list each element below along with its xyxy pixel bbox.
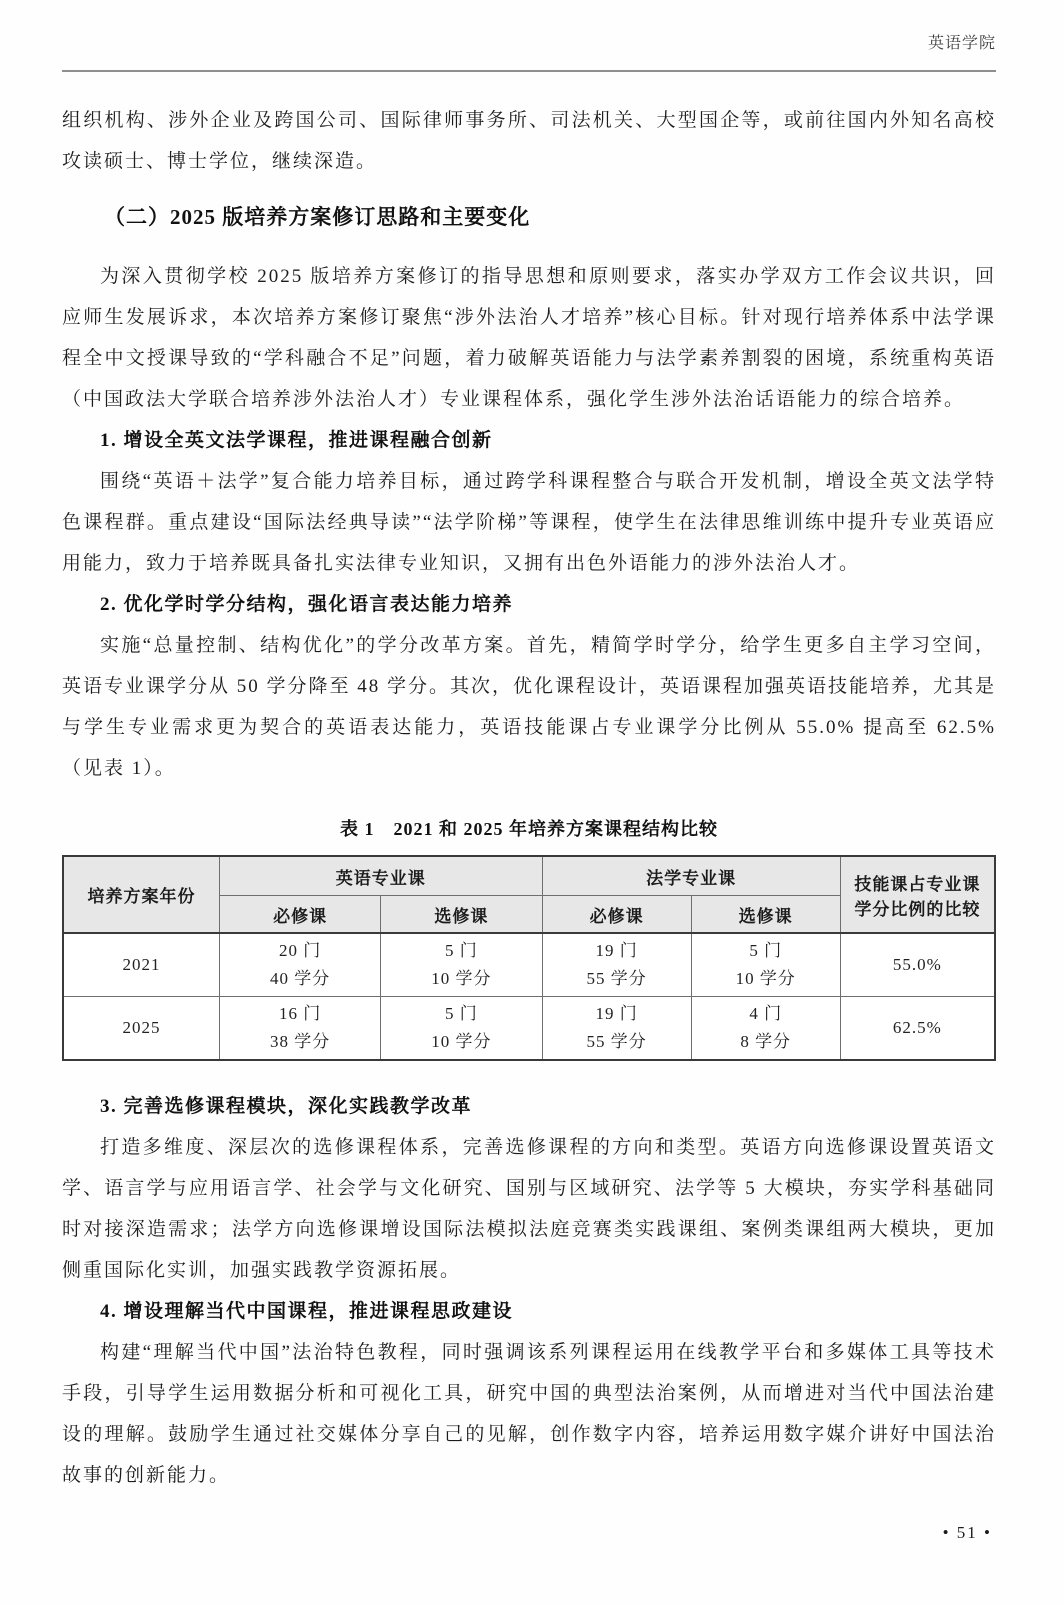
table-body bbox=[63, 933, 995, 1060]
table-header-law-group: 法学专业课 bbox=[542, 856, 840, 896]
table-header-english-elective: 选修课 bbox=[381, 896, 542, 934]
cell-ratio: 55.0% bbox=[840, 933, 995, 997]
table-header-english-group: 英语专业课 bbox=[220, 856, 542, 896]
cell-line-courses: 20 门 bbox=[279, 941, 322, 960]
table-header-ratio: 技能课占专业课学分比例的比较 bbox=[840, 856, 995, 933]
table-row-2025 bbox=[63, 997, 995, 1061]
cell-english-elective bbox=[381, 933, 542, 997]
section-heading: （二）2025 版培养方案修订思路和主要变化 bbox=[104, 205, 531, 229]
cell-line-courses: 19 门 bbox=[595, 1004, 638, 1023]
cell-line-credits: 10 学分 bbox=[431, 969, 492, 988]
cell-line-courses: 5 门 bbox=[445, 941, 478, 960]
sub-heading-2: 2. 优化学时学分结构，强化语言表达能力培养 bbox=[100, 594, 514, 615]
table-header-group-row bbox=[63, 856, 995, 896]
cell-line-courses: 4 门 bbox=[749, 1004, 783, 1023]
header-rule bbox=[62, 70, 996, 72]
cell-line-credits: 10 学分 bbox=[431, 1032, 492, 1051]
paragraph-intro: 为深入贯彻学校 2025 版培养方案修订的指导思想和原则要求，落实办学双方工作会议共识，回应师生发展诉求，本次培养方案修订聚焦“涉外法治人才培养”核心目标。针对现行培养体系中法学课程全中文授课导致的“学科融合不足”问题，着力破解英语能力与法学素养割裂的困境，系统重构英语（中国政法大学联合培养涉外法治人才）专业课程体系，强化学生涉外法治话语能力的综合培养。 bbox=[62, 266, 996, 410]
cell-english-required bbox=[220, 997, 381, 1061]
cell-line-courses: 19 门 bbox=[595, 941, 638, 960]
cell-english-required bbox=[220, 933, 381, 997]
cell-line-credits: 38 学分 bbox=[270, 1032, 331, 1051]
page-number: • 51 • bbox=[942, 1523, 992, 1542]
paragraph-4: 构建“理解当代中国”法治特色教程，同时强调该系列课程运用在线教学平台和多媒体工具等技术手段，引导学生运用数据分析和可视化工具，研究中国的典型法治案例，从而增进对当代中国法治建设的理解。鼓励学生通过社交媒体分享自己的见解，创作数字内容，培养运用数字媒介讲好中国法治故事的创新能力。 bbox=[62, 1342, 996, 1486]
table-header-law-elective: 选修课 bbox=[691, 896, 840, 934]
cell-line-credits: 10 学分 bbox=[735, 969, 796, 988]
table-header-law-required: 必修课 bbox=[542, 896, 691, 934]
cell-year: 2025 bbox=[63, 997, 220, 1061]
table-header-year: 培养方案年份 bbox=[63, 856, 220, 933]
paragraph-1: 围绕“英语＋法学”复合能力培养目标，通过跨学科课程整合与联合开发机制，增设全英文法学特色课程群。重点建设“国际法经典导读”“法学阶梯”等课程，使学生在法律思维训练中提升专业英语应用能力，致力于培养既具备扎实法律专业知识，又拥有出色外语能力的涉外法治人才。 bbox=[62, 471, 996, 574]
cell-law-elective bbox=[691, 997, 840, 1061]
table-row-2021 bbox=[63, 933, 995, 997]
paragraph-2: 实施“总量控制、结构优化”的学分改革方案。首先，精简学时学分，给学生更多自主学习空间，英语专业课学分从 50 学分降至 48 学分。其次，优化课程设计，英语课程加强英语技能培养，尤其是与学生专业需求更为契合的英语表达能力，英语技能课占专业课学分比例从 55.0% 提高至 62.5%（见表 1）。 bbox=[62, 635, 997, 779]
paragraph-3: 打造多维度、深层次的选修课程体系，完善选修课程的方向和类型。英语方向选修课设置英语文学、语言学与应用语言学、社会学与文化研究、国别与区域研究、法学等 5 大模块，夯实学科基础同时对接深造需求；法学方向选修课增设国际法模拟法庭竞赛类实践课组、案例类课组两大模块，更加侧重国际化实训，加强实践教学资源拓展。 bbox=[62, 1137, 996, 1281]
cell-year: 2021 bbox=[63, 933, 220, 997]
sub-heading-4: 4. 增设理解当代中国课程，推进课程思政建设 bbox=[100, 1301, 514, 1322]
sub-heading-1: 1. 增设全英文法学课程，推进课程融合创新 bbox=[100, 430, 493, 451]
cell-line-credits: 55 学分 bbox=[586, 969, 647, 988]
cell-line-courses: 5 门 bbox=[445, 1004, 478, 1023]
table-head bbox=[63, 856, 995, 933]
running-header bbox=[62, 34, 996, 54]
cell-line-credits: 40 学分 bbox=[270, 969, 331, 988]
cell-law-required bbox=[542, 933, 691, 997]
cell-line-credits: 55 学分 bbox=[586, 1032, 647, 1051]
paragraph-continuation: 组织机构、涉外企业及跨国公司、国际律师事务所、司法机关、大型国企等，或前往国内外知名高校攻读硕士、博士学位，继续深造。 bbox=[62, 110, 996, 172]
cell-english-elective bbox=[381, 997, 542, 1061]
cell-law-required bbox=[542, 997, 691, 1061]
table-header-english-required: 必修课 bbox=[220, 896, 381, 934]
sub-heading-3: 3. 完善选修课程模块，深化实践教学改革 bbox=[100, 1096, 473, 1117]
cell-line-courses: 16 门 bbox=[279, 1004, 322, 1023]
document-body bbox=[62, 100, 996, 1496]
cell-ratio: 62.5% bbox=[840, 997, 995, 1061]
cell-line-credits: 8 学分 bbox=[740, 1032, 792, 1051]
cell-law-elective bbox=[691, 933, 840, 997]
curriculum-comparison-table bbox=[62, 855, 996, 1061]
cell-line-courses: 5 门 bbox=[749, 941, 783, 960]
table-caption: 表 1 2021 和 2025 年培养方案课程结构比较 bbox=[340, 819, 718, 839]
running-header-school: 英语学院 bbox=[927, 35, 996, 52]
